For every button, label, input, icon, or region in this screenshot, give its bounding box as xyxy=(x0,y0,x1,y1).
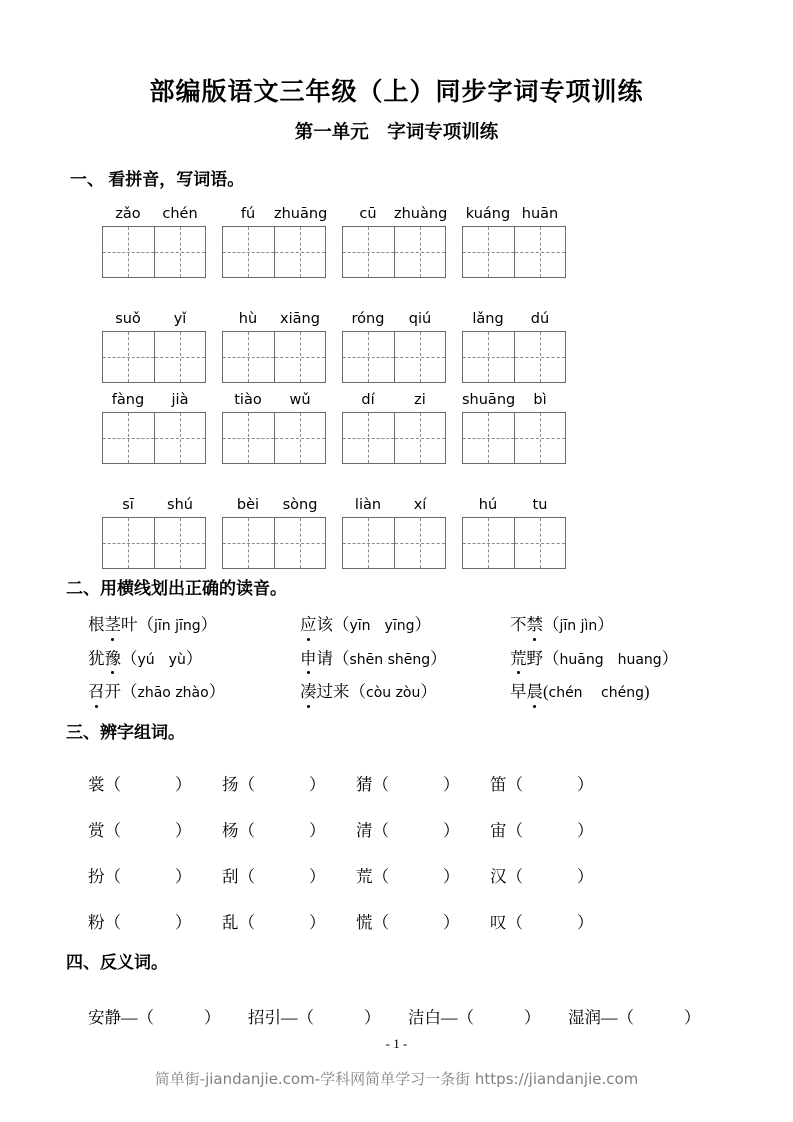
pinyin-exercise xyxy=(62,203,731,569)
pinyin-line xyxy=(462,494,566,514)
tianzige-cell[interactable] xyxy=(274,332,325,382)
answer-blank[interactable] xyxy=(105,863,192,887)
pinyin-line xyxy=(222,203,326,223)
zuci-character: 叹 xyxy=(490,913,507,933)
pinyin-syllable: shú xyxy=(167,496,193,513)
answer-blank[interactable] xyxy=(239,863,326,887)
word-group xyxy=(222,308,326,383)
paren-open: （ xyxy=(104,913,121,933)
tianzige-box[interactable] xyxy=(222,517,326,569)
paren-close: ） xyxy=(443,913,460,933)
word-group xyxy=(462,389,566,464)
watermark: 简单街-jiandanjie.com-学科网简单学习一条街 https://jiandanjie.com xyxy=(154,1070,639,1088)
target-character: 召 xyxy=(88,682,105,702)
pinyin-line xyxy=(222,389,326,409)
word-group xyxy=(102,494,206,569)
antonym-item[interactable] xyxy=(408,1004,568,1028)
tianzige-cell[interactable] xyxy=(343,332,394,382)
zuci-character: 扬 xyxy=(222,775,239,795)
tianzige-cell[interactable] xyxy=(103,227,154,277)
tianzige-cell[interactable] xyxy=(394,227,445,277)
zuci-character: 乱 xyxy=(222,913,239,933)
tianzige-cell[interactable] xyxy=(463,518,514,568)
reading-exercise xyxy=(62,599,731,703)
zuci-item[interactable] xyxy=(222,771,356,795)
paren-open: （ xyxy=(333,614,350,634)
tianzige-cell[interactable] xyxy=(343,518,394,568)
pinyin-line xyxy=(222,494,326,514)
answer-blank[interactable] xyxy=(105,771,192,795)
pinyin-syllable: fàng xyxy=(111,391,145,408)
pinyin-row xyxy=(102,494,731,569)
tianzige-cell[interactable] xyxy=(394,332,445,382)
paren-close: ） xyxy=(200,614,218,634)
zuci-item[interactable] xyxy=(490,909,624,933)
target-character: 荒 xyxy=(510,648,527,668)
paren-close: ） xyxy=(309,913,326,933)
zuci-item[interactable] xyxy=(222,817,356,841)
word-suffix: 该 xyxy=(316,614,333,634)
tianzige-box[interactable] xyxy=(462,412,566,464)
paren-open: （ xyxy=(121,682,138,702)
paren-open: （ xyxy=(238,867,255,887)
pinyin-syllable: bèi xyxy=(236,496,260,513)
pinyin-syllable: lǎng xyxy=(472,310,504,327)
tianzige-cell[interactable] xyxy=(223,332,274,382)
paren-close: ） xyxy=(309,775,326,795)
pinyin-syllable: cū xyxy=(359,205,377,222)
answer-blank[interactable] xyxy=(373,909,460,933)
tianzige-cell[interactable] xyxy=(223,227,274,277)
zuci-character: 扮 xyxy=(88,867,105,887)
tianzige-cell[interactable] xyxy=(343,227,394,277)
paren-close: ） xyxy=(661,648,679,668)
zuci-item[interactable] xyxy=(356,863,490,887)
paren-open: （ xyxy=(349,682,366,702)
pinyin-line xyxy=(342,203,446,223)
pinyin-line xyxy=(462,203,566,223)
target-character: 凑 xyxy=(300,682,317,702)
pinyin-line xyxy=(462,308,566,328)
pinyin-syllable: xiāng xyxy=(280,310,320,327)
pinyin-syllable: tiào xyxy=(234,391,262,408)
pinyin-syllable: dí xyxy=(361,391,375,408)
paren-close: ） xyxy=(577,913,594,933)
tianzige-cell[interactable] xyxy=(103,332,154,382)
antonym-word: 安静 xyxy=(88,1007,121,1027)
antonym-exercise xyxy=(62,974,731,1028)
paren-open: （ xyxy=(137,614,154,634)
tianzige-box[interactable] xyxy=(222,226,326,278)
paren-open: （ xyxy=(372,867,389,887)
section-4-heading: 四、反义词。 xyxy=(66,953,168,973)
zuci-character: 刮 xyxy=(222,867,239,887)
antonym-item[interactable] xyxy=(568,1004,728,1028)
answer-blank[interactable] xyxy=(373,817,460,841)
tianzige-cell[interactable] xyxy=(274,413,325,463)
paren-open: （ xyxy=(617,1007,634,1027)
zuci-item[interactable] xyxy=(490,863,624,887)
reading-options[interactable]: huāng huang xyxy=(559,651,662,668)
tianzige-box[interactable] xyxy=(222,331,326,383)
antonym-word: 湿润 xyxy=(568,1007,601,1027)
word-prefix: 不 xyxy=(510,614,527,634)
reading-options[interactable]: chén chéng xyxy=(548,685,644,702)
zuci-item[interactable] xyxy=(490,817,624,841)
tianzige-cell[interactable] xyxy=(514,413,565,463)
tianzige-box[interactable] xyxy=(102,331,206,383)
paren-close: ） xyxy=(175,913,192,933)
paren-open: （ xyxy=(457,1007,474,1027)
section-3-heading: 三、辨字组词。 xyxy=(66,722,185,742)
tianzige-cell[interactable] xyxy=(154,332,205,382)
word-suffix: 开 xyxy=(104,682,121,702)
zuci-item[interactable] xyxy=(222,909,356,933)
paren-open: ( xyxy=(543,682,549,702)
word-group xyxy=(222,389,326,464)
pinyin-row xyxy=(102,389,731,464)
paren-open: （ xyxy=(104,775,121,795)
tianzige-cell[interactable] xyxy=(463,227,514,277)
pinyin-syllable: zi xyxy=(414,391,426,408)
paren-open: （ xyxy=(372,913,389,933)
answer-blank[interactable] xyxy=(373,771,460,795)
target-character: 茎 xyxy=(104,614,121,634)
pinyin-syllable: kuáng xyxy=(465,205,511,222)
tianzige-box[interactable] xyxy=(462,331,566,383)
paren-open: （ xyxy=(297,1007,314,1027)
tianzige-box[interactable] xyxy=(342,226,446,278)
reading-options[interactable]: jīn jìn xyxy=(559,617,598,634)
zuci-row xyxy=(88,909,731,933)
reading-options[interactable]: yú yù xyxy=(137,651,186,668)
word-group xyxy=(342,389,446,464)
paren-close: ） xyxy=(443,867,460,887)
pinyin-syllable: jià xyxy=(171,391,189,408)
pinyin-line xyxy=(462,389,566,409)
answer-blank[interactable] xyxy=(507,909,594,933)
zuci-item[interactable] xyxy=(356,771,490,795)
word-group xyxy=(342,308,446,383)
zuci-item[interactable] xyxy=(356,817,490,841)
zuci-exercise xyxy=(62,743,731,933)
zuci-character: 荒 xyxy=(356,867,373,887)
paren-open: （ xyxy=(137,1007,154,1027)
tianzige-cell[interactable] xyxy=(514,332,565,382)
pinyin-syllable: fú xyxy=(240,205,256,222)
paren-open: （ xyxy=(506,821,523,841)
zuci-item[interactable] xyxy=(88,863,222,887)
tianzige-cell[interactable] xyxy=(154,227,205,277)
reading-item[interactable] xyxy=(300,649,510,670)
pinyin-line xyxy=(102,389,206,409)
reading-options[interactable]: jīn jīng xyxy=(154,617,201,634)
pinyin-syllable: hù xyxy=(238,310,258,327)
paren-open: （ xyxy=(543,614,560,634)
word-group xyxy=(222,494,326,569)
zuci-item[interactable] xyxy=(356,909,490,933)
pinyin-syllable: dú xyxy=(530,310,550,327)
answer-blank[interactable] xyxy=(239,817,326,841)
paren-open: （ xyxy=(372,821,389,841)
reading-item[interactable] xyxy=(510,682,710,703)
pinyin-syllable: suǒ xyxy=(115,310,141,327)
tianzige-box[interactable] xyxy=(462,226,566,278)
pinyin-syllable: xí xyxy=(413,496,427,513)
reading-options[interactable]: yīn yīng xyxy=(349,617,415,634)
answer-blank[interactable] xyxy=(105,909,192,933)
antonym-word: 洁白 xyxy=(408,1007,441,1027)
paren-close: ） xyxy=(204,1007,221,1027)
answer-blank[interactable] xyxy=(507,863,594,887)
paren-close: ） xyxy=(443,775,460,795)
tianzige-cell[interactable] xyxy=(394,518,445,568)
antonym-dash: — xyxy=(441,1007,458,1027)
paren-close: ） xyxy=(309,821,326,841)
tianzige-cell[interactable] xyxy=(103,518,154,568)
target-character: 晨 xyxy=(526,682,543,702)
reading-item[interactable] xyxy=(88,682,300,703)
zuci-character: 裳 xyxy=(88,775,105,795)
paren-open: （ xyxy=(238,913,255,933)
paren-open: （ xyxy=(238,775,255,795)
word-group xyxy=(462,494,566,569)
page-title: 部编版语文三年级（上）同步字词专项训练 xyxy=(149,79,644,106)
pinyin-line xyxy=(222,308,326,328)
pinyin-line xyxy=(102,203,206,223)
tianzige-box[interactable] xyxy=(102,226,206,278)
pinyin-syllable: zhuāng xyxy=(274,205,328,222)
target-character: 申 xyxy=(300,648,317,668)
paren-open: （ xyxy=(104,867,121,887)
tianzige-box[interactable] xyxy=(102,517,206,569)
reading-options[interactable]: shēn shēng xyxy=(349,651,431,668)
answer-blank[interactable] xyxy=(373,863,460,887)
paren-close: ） xyxy=(420,682,437,702)
pinyin-syllable: hú xyxy=(478,496,498,513)
word-suffix: 请 xyxy=(316,648,333,668)
paren-close: ） xyxy=(364,1007,381,1027)
paren-open: （ xyxy=(333,648,350,668)
tianzige-cell[interactable] xyxy=(223,413,274,463)
reading-row xyxy=(88,615,731,636)
paren-open: （ xyxy=(506,775,523,795)
zuci-item[interactable] xyxy=(88,817,222,841)
antonym-item[interactable] xyxy=(248,1004,408,1028)
paren-open: （ xyxy=(506,867,523,887)
paren-close: ） xyxy=(577,867,594,887)
tianzige-cell[interactable] xyxy=(394,413,445,463)
answer-blank[interactable] xyxy=(507,771,594,795)
reading-row xyxy=(88,682,731,703)
answer-blank[interactable] xyxy=(507,817,594,841)
tianzige-cell[interactable] xyxy=(274,518,325,568)
word-group xyxy=(342,203,446,278)
word-prefix: 犹 xyxy=(88,648,105,668)
pinyin-row xyxy=(102,203,731,278)
word-suffix: 野 xyxy=(526,648,543,668)
zuci-character: 粉 xyxy=(88,913,105,933)
pinyin-syllable: wǔ xyxy=(289,391,311,408)
word-prefix: 根 xyxy=(88,614,105,634)
zuci-item[interactable] xyxy=(88,909,222,933)
zuci-character: 清 xyxy=(356,821,373,841)
tianzige-box[interactable] xyxy=(342,517,446,569)
reading-row xyxy=(88,649,731,670)
paren-open: （ xyxy=(506,913,523,933)
paren-open: （ xyxy=(238,821,255,841)
tianzige-cell[interactable] xyxy=(463,413,514,463)
tianzige-cell[interactable] xyxy=(154,413,205,463)
pinyin-row xyxy=(102,308,731,383)
zuci-character: 杨 xyxy=(222,821,239,841)
tianzige-cell[interactable] xyxy=(103,413,154,463)
zuci-row xyxy=(88,863,731,887)
paren-close: ） xyxy=(577,821,594,841)
reading-item[interactable] xyxy=(300,682,510,703)
page-subtitle: 第一单元 字词专项训练 xyxy=(294,123,499,143)
paren-close: ） xyxy=(309,867,326,887)
zuci-row xyxy=(88,817,731,841)
tianzige-box[interactable] xyxy=(342,331,446,383)
word-group xyxy=(102,389,206,464)
paren-close: ） xyxy=(577,775,594,795)
zuci-character: 笛 xyxy=(490,775,507,795)
tianzige-box[interactable] xyxy=(462,517,566,569)
pinyin-syllable: tu xyxy=(532,496,548,513)
pinyin-syllable: qiú xyxy=(408,310,432,327)
paren-open: （ xyxy=(543,648,560,668)
paren-close: ） xyxy=(597,614,614,634)
paren-close: ） xyxy=(414,614,431,634)
zuci-row xyxy=(88,771,731,795)
paren-close: ） xyxy=(430,648,447,668)
pinyin-line xyxy=(342,308,446,328)
paren-close: ） xyxy=(175,775,192,795)
paren-close: ） xyxy=(185,648,203,668)
pinyin-syllable: róng xyxy=(351,310,385,327)
pinyin-syllable: sòng xyxy=(282,496,318,513)
zuci-item[interactable] xyxy=(222,863,356,887)
paren-close: ） xyxy=(684,1007,701,1027)
zuci-character: 慌 xyxy=(356,913,373,933)
pinyin-syllable: huān xyxy=(521,205,559,222)
reading-item[interactable] xyxy=(88,649,300,670)
paren-close: ) xyxy=(643,682,650,702)
pinyin-syllable: sī xyxy=(122,496,134,513)
word-suffix: 叶 xyxy=(121,614,138,634)
target-character: 应 xyxy=(300,614,317,634)
zuci-character: 赏 xyxy=(88,821,105,841)
target-character: 豫 xyxy=(104,648,121,668)
reading-options[interactable]: còu zòu xyxy=(366,685,421,702)
paren-close: ） xyxy=(175,821,192,841)
answer-blank[interactable] xyxy=(105,817,192,841)
section-1-heading: 一、 看拼音，写词语。 xyxy=(70,170,245,190)
paren-open: （ xyxy=(104,821,121,841)
paren-open: （ xyxy=(372,775,389,795)
target-character: 禁 xyxy=(526,614,543,634)
tianzige-cell[interactable] xyxy=(154,518,205,568)
section-2-heading: 二、用横线划出正确的读音。 xyxy=(66,578,287,598)
pinyin-syllable: zǎo xyxy=(115,205,141,222)
reading-item[interactable] xyxy=(510,615,710,636)
pinyin-syllable: shuāng xyxy=(462,391,516,408)
antonym-item[interactable] xyxy=(88,1004,248,1028)
pinyin-syllable: liàn xyxy=(354,496,382,513)
paren-close: ） xyxy=(208,682,226,702)
tianzige-cell[interactable] xyxy=(514,518,565,568)
reading-options[interactable]: zhāo zhào xyxy=(137,685,209,702)
paren-close: ） xyxy=(175,867,192,887)
tianzige-cell[interactable] xyxy=(274,227,325,277)
word-group xyxy=(462,203,566,278)
word-prefix: 早 xyxy=(510,682,527,702)
tianzige-box[interactable] xyxy=(222,412,326,464)
antonym-dash: — xyxy=(121,1007,138,1027)
pinyin-syllable: bì xyxy=(533,391,547,408)
answer-blank[interactable] xyxy=(239,909,326,933)
pinyin-line xyxy=(342,494,446,514)
zuci-item[interactable] xyxy=(490,771,624,795)
zuci-character: 宙 xyxy=(490,821,507,841)
pinyin-line xyxy=(102,494,206,514)
antonym-dash: — xyxy=(601,1007,618,1027)
word-group xyxy=(102,308,206,383)
pinyin-syllable: chén xyxy=(162,205,198,222)
word-group xyxy=(462,308,566,383)
word-group xyxy=(102,203,206,278)
pinyin-line xyxy=(342,389,446,409)
tianzige-cell[interactable] xyxy=(514,227,565,277)
zuci-character: 猜 xyxy=(356,775,373,795)
word-group xyxy=(222,203,326,278)
antonym-row xyxy=(88,1004,731,1028)
tianzige-cell[interactable] xyxy=(463,332,514,382)
reading-item[interactable] xyxy=(88,615,300,636)
zuci-character: 汉 xyxy=(490,867,507,887)
word-suffix: 过来 xyxy=(316,682,350,702)
antonym-dash: — xyxy=(281,1007,298,1027)
answer-blank[interactable] xyxy=(239,771,326,795)
paren-close: ） xyxy=(443,821,460,841)
reading-item[interactable] xyxy=(510,649,710,670)
paren-open: （ xyxy=(121,648,138,668)
pinyin-syllable: yǐ xyxy=(173,310,187,327)
antonym-word: 招引 xyxy=(248,1007,281,1027)
tianzige-box[interactable] xyxy=(102,412,206,464)
paren-close: ） xyxy=(524,1007,541,1027)
pinyin-line xyxy=(102,308,206,328)
tianzige-box[interactable] xyxy=(342,412,446,464)
page-number: - 1 - xyxy=(385,1036,408,1051)
tianzige-cell[interactable] xyxy=(223,518,274,568)
word-group xyxy=(342,494,446,569)
tianzige-cell[interactable] xyxy=(343,413,394,463)
pinyin-syllable: zhuàng xyxy=(394,205,448,222)
zuci-item[interactable] xyxy=(88,771,222,795)
reading-item[interactable] xyxy=(300,615,510,636)
